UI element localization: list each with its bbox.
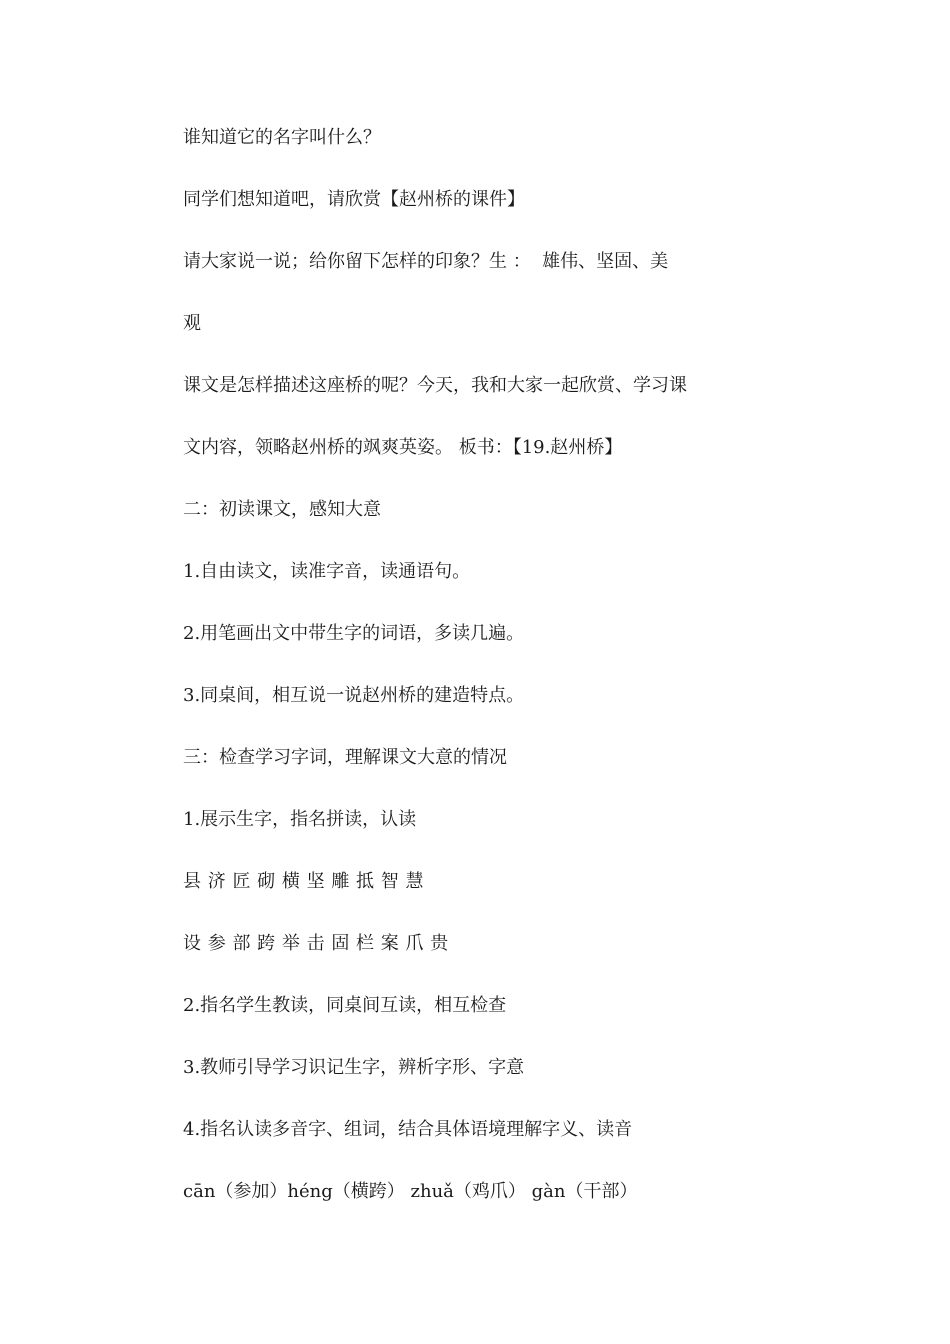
section-heading: 二：初读课文，感知大意	[183, 499, 381, 520]
text-line: 同学们想知道吧，请欣赏【赵州桥的课件】	[183, 189, 525, 210]
list-item: 4.指名认读多音字、组词，结合具体语境理解字义、读音	[183, 1119, 633, 1140]
list-item: 2.指名学生教读，同桌间互读，相互检查	[183, 995, 507, 1016]
character-row: 设 参 部 跨 举 击 固 栏 案 爪 贵	[183, 933, 449, 954]
list-item: 2.用笔画出文中带生字的词语，多读几遍。	[183, 623, 525, 644]
list-item: 3.同桌间，相互说一说赵州桥的建造特点。	[183, 685, 525, 706]
text-line: 观	[183, 313, 201, 334]
list-item: 3.教师引导学习识记生字，辨析字形、字意	[183, 1057, 525, 1078]
pinyin-row: cān（参加）héng（横跨） zhuǎ（鸡爪） gàn（干部）	[183, 1181, 638, 1202]
list-item: 1.自由读文，读准字音，读通语句。	[183, 561, 471, 582]
text-line: 文内容，领略赵州桥的飒爽英姿。 板书：【19.赵州桥】	[183, 437, 623, 458]
section-heading: 三：检查学习字词，理解课文大意的情况	[183, 747, 507, 768]
text-line: 课文是怎样描述这座桥的呢？今天，我和大家一起欣赏、学习课	[183, 375, 687, 396]
text-line: 谁知道它的名字叫什么？	[183, 127, 381, 148]
list-item: 1.展示生字，指名拼读，认读	[183, 809, 417, 830]
text-line: 请大家说一说；给你留下怎样的印象？生 ： 雄伟、坚固、美	[183, 251, 669, 272]
character-row: 县 济 匠 砌 横 坚 雕 抵 智 慧	[183, 871, 424, 892]
